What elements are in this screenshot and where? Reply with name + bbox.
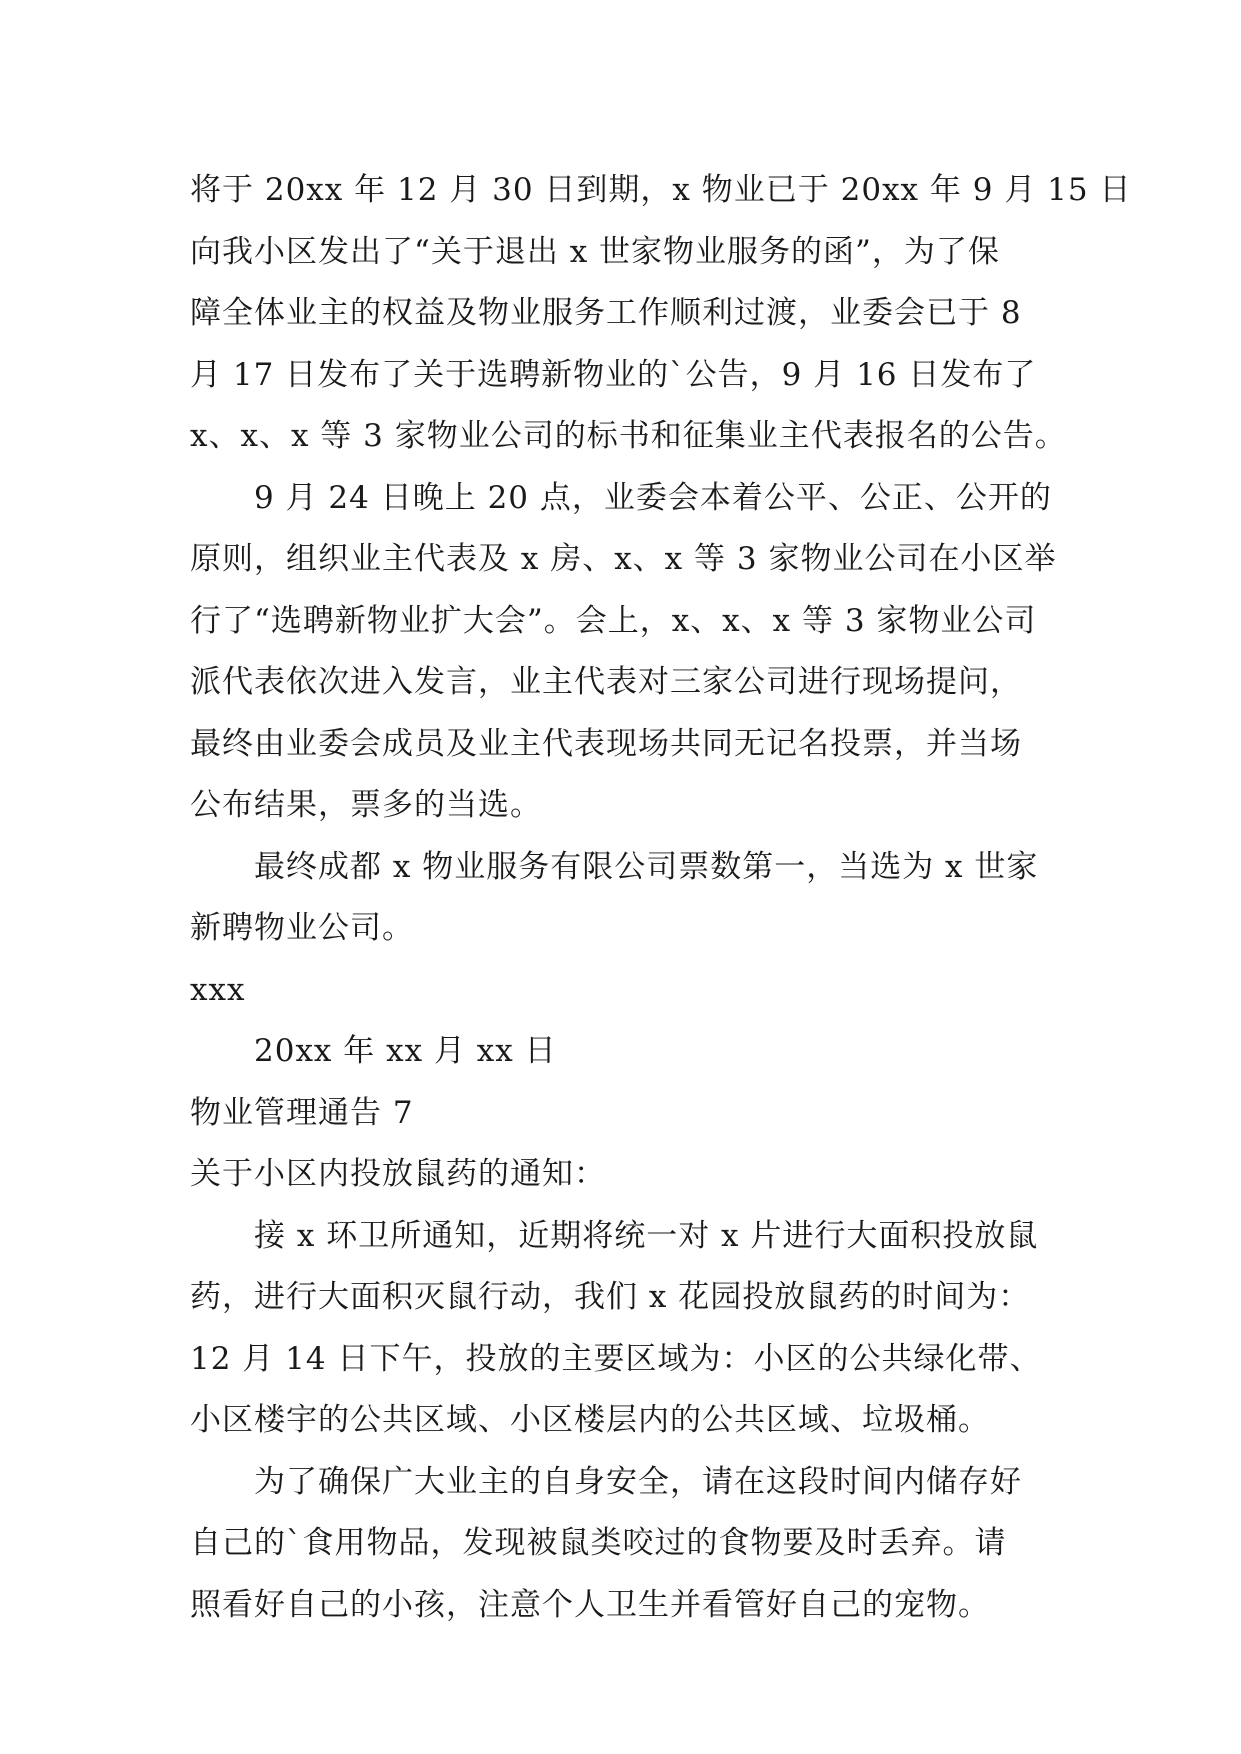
paragraph-line: 最终成都 x 物业服务有限公司票数第一，当选为 x 世家 [254, 848, 1039, 885]
paragraph-line: 公布结果，票多的当选。 [190, 787, 542, 823]
paragraph-line: 自己的`食用物品，发现被鼠类咬过的食物要及时丢弃。请 [190, 1525, 1007, 1561]
paragraph-line: 新聘物业公司。 [190, 910, 414, 946]
paragraph-line: x、x、x 等 3 家物业公司的标书和征集业主代表报名的公告。 [190, 418, 1067, 454]
signature-name: xxx [190, 971, 246, 1008]
paragraph-line: 派代表依次进入发言，业主代表对三家公司进行现场提问， [190, 664, 1022, 700]
signature-date: 20xx 年 xx 月 xx 日 [254, 1033, 557, 1069]
paragraph-line: 9 月 24 日晚上 20 点，业委会本着公平、公正、公开的 [254, 479, 1052, 516]
paragraph-line: 将于 20xx 年 12 月 30 日到期，x 物业已于 20xx 年 9 月 15 日 [190, 172, 1132, 208]
paragraph-line: 原则，组织业主代表及 x 房、x、x 等 3 家物业公司在小区举 [190, 541, 1057, 577]
paragraph-line: 12 月 14 日下午，投放的主要区域为：小区的公共绿化带、 [190, 1340, 1042, 1377]
paragraph-line: 小区楼宇的公共区域、小区楼层内的公共区域、垃圾桶。 [190, 1402, 990, 1438]
paragraph-line: 药，进行大面积灭鼠行动，我们 x 花园投放鼠药的时间为： [190, 1279, 1031, 1315]
paragraph-line: 接 x 环卫所通知，近期将统一对 x 片进行大面积投放鼠 [254, 1217, 1039, 1254]
paragraph-line: 向我小区发出了“关于退出 x 世家物业服务的函”，为了保 [190, 233, 1000, 270]
paragraph-line: 行了“选聘新物业扩大会”。会上，x、x、x 等 3 家物业公司 [190, 602, 1037, 639]
paragraph-line: 照看好自己的小孩，注意个人卫生并看管好自己的宠物。 [190, 1586, 990, 1623]
document-body [190, 160, 1132, 1636]
paragraph-line: 月 17 日发布了关于选聘新物业的`公告，9 月 16 日发布了 [190, 356, 1037, 393]
paragraph-line: 为了确保广大业主的自身安全，请在这段时间内储存好 [254, 1463, 1022, 1500]
paragraph-line: 障全体业主的权益及物业服务工作顺利过渡，业委会已于 8 [190, 295, 1022, 331]
notice-heading: 关于小区内投放鼠药的通知： [190, 1156, 606, 1192]
section-title: 物业管理通告 7 [190, 1094, 414, 1131]
paragraph-line: 最终由业委会成员及业主代表现场共同无记名投票，并当场 [190, 725, 1022, 762]
